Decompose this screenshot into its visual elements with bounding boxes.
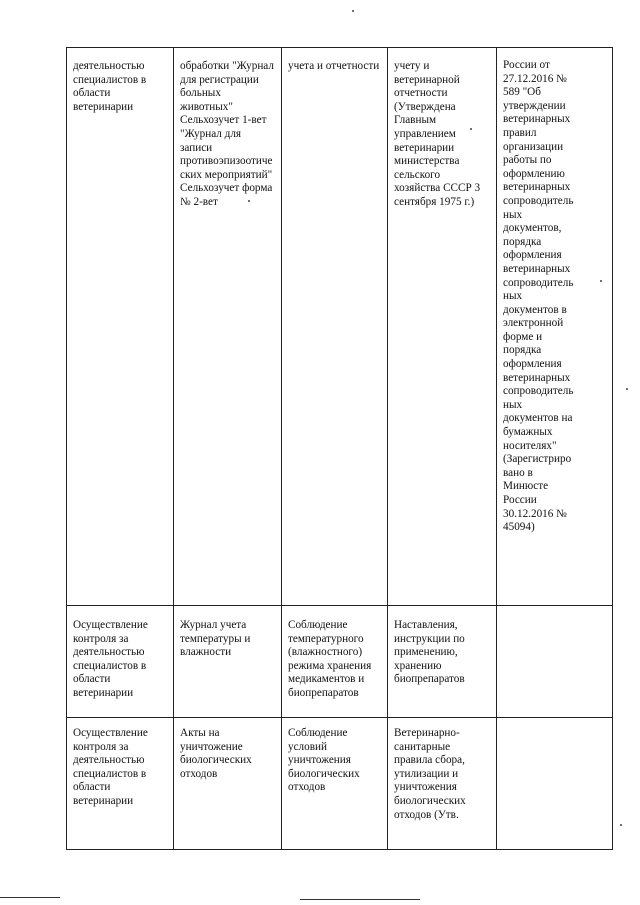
table-cell bbox=[497, 606, 613, 718]
table-cell: Ветеринарно- санитарные правила сбора, утилизации и уничтожения биологических отходов (Утв. bbox=[388, 718, 497, 850]
table-cell: деятельностью специалистов в области ветеринарии bbox=[67, 48, 174, 606]
scan-speck bbox=[248, 200, 250, 202]
table-cell: Журнал учета температуры и влажности bbox=[174, 606, 282, 718]
table-cell: Соблюдение условий уничтожения биологических отходов bbox=[282, 718, 388, 850]
regulation-table bbox=[66, 47, 613, 850]
scan-speck bbox=[600, 280, 602, 282]
table-cell bbox=[497, 718, 613, 850]
scan-edge-line bbox=[0, 897, 60, 898]
table-cell: учета и отчетности bbox=[282, 48, 388, 606]
table-cell: Соблюдение температурного (влажностного) режима хранения медикаментов и биопрепаратов bbox=[282, 606, 388, 718]
table-row bbox=[67, 606, 613, 718]
scan-edge-line bbox=[300, 899, 420, 900]
table-cell: России от 27.12.2016 № 589 "Об утверждении ветеринарных правил организации работы по оформлению ветеринарных сопроводитель ных документов, порядка оформления ветеринарных сопроводитель ных документов в электронной форме и порядка оформления ветеринарных сопроводитель ных документов на бумажных носителях" (Зарегистриро вано в Минюсте России 30.12.2016 № 45094) bbox=[497, 48, 613, 606]
table-row bbox=[67, 718, 613, 850]
scan-speck bbox=[620, 824, 622, 826]
table-cell: Акты на уничтожение биологических отходов bbox=[174, 718, 282, 850]
table-cell: обработки "Журнал для регистрации больных животных" Сельхозучет 1-вет "Журнал для записи противоэпизоотиче ских мероприятий" Сельхозучет форма № 2-вет bbox=[174, 48, 282, 606]
table-cell: Осуществление контроля за деятельностью специалистов в области ветеринарии bbox=[67, 606, 174, 718]
table-cell: учету и ветеринарной отчетности (Утверждена Главным управлением ветеринарии министерства сельского хозяйства СССР 3 сентября 1975 г.) bbox=[388, 48, 497, 606]
scan-speck bbox=[470, 128, 472, 130]
table-cell: Наставления, инструкции по применению, хранению биопрепаратов bbox=[388, 606, 497, 718]
scan-speck bbox=[352, 10, 354, 12]
scan-speck bbox=[626, 388, 628, 390]
table-cell: Осуществление контроля за деятельностью специалистов в области ветеринарии bbox=[67, 718, 174, 850]
table-row bbox=[67, 48, 613, 606]
